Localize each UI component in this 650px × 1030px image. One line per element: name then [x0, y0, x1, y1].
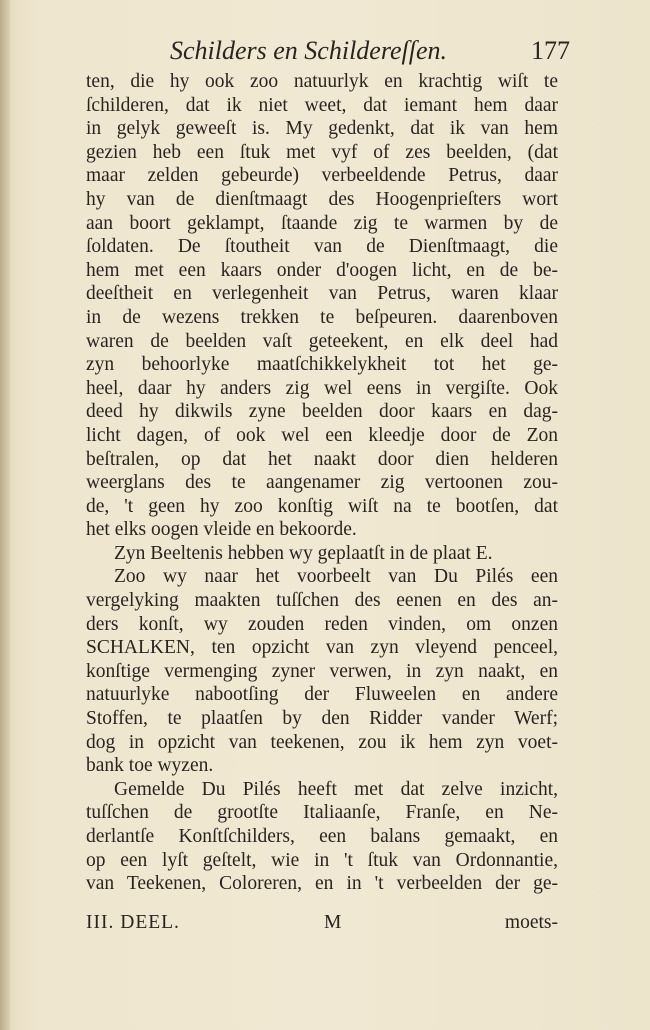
- text-line: het elks oogen vleide en bekoorde.: [86, 519, 357, 541]
- text-line: dog in opzicht van teekenen, zou ik hem zyn voet-: [86, 731, 558, 753]
- text-line: tuſſchen de grootſte Italiaanſe, Franſe, en Ne-: [86, 802, 558, 824]
- text-line: ders konſt, wy zouden reden vinden, om onzen: [86, 613, 558, 635]
- text-line: hem met een kaars onder d'oogen licht, en de be-: [86, 259, 558, 281]
- text-line: gezien heb een ſtuk met vyf of zes beelden, (dat: [86, 141, 558, 163]
- text-line: beſtralen, op dat het naakt door dien helderen: [86, 448, 558, 470]
- text-line: natuurlyke nabootſing der Fluweelen en andere: [86, 684, 558, 706]
- text-line: op een lyſt geſtelt, wie in 't ſtuk van Ordonnantie,: [86, 849, 558, 871]
- text-line: maar zelden gebeurde) verbeeldende Petrus, daar: [86, 165, 558, 187]
- text-line: aan boort geklampt, ſtaande zig te warmen by de: [86, 212, 558, 234]
- text-line: deed hy dikwils zyne beelden door kaars en dag-: [86, 401, 558, 423]
- text-line: heel, daar hy anders zig wel eens in vergiſte. Ook: [86, 377, 558, 399]
- text-line: vergelyking maakten tuſſchen des eenen en des an-: [86, 590, 558, 612]
- text-line: ſoldaten. De ſtoutheit van de Dienſtmaagt, die: [86, 236, 558, 258]
- text-line: in gelyk geweeſt is. My gedenkt, dat ik van hem: [86, 118, 558, 140]
- text-line: ten, die hy ook zoo natuurlyk en krachtig wiſt te: [86, 71, 558, 92]
- text-line: SCHALKEN, ten opzicht van zyn vleyend penceel,: [86, 637, 558, 659]
- paragraph-line: Gemelde Du Pilés heeft met dat zelve inzicht,: [114, 778, 558, 800]
- text-line: van Teekenen, Coloreren, en in 't verbeelden der ge-: [86, 873, 558, 895]
- text-line: Stoffen, te plaatſen by den Ridder vander Werf;: [86, 708, 558, 730]
- page-footer: [86, 912, 558, 938]
- paragraph-line: Zyn Beeltenis hebben wy geplaatſt in de plaat E.: [114, 542, 493, 564]
- body-text: [86, 70, 558, 896]
- text-line: hy van de dienſtmaagt des Hoogenprieſters wort: [86, 188, 558, 210]
- text-line: deeſtheit en verlegenheit van Petrus, waren klaar: [86, 283, 558, 305]
- running-title: Schilders en Schildereſſen.: [170, 36, 448, 65]
- text-line: zyn behoorlyke maatſchikkelykheit tot het ge-: [86, 354, 558, 376]
- text-line: licht dagen, of ook wel een kleedje door de Zon: [86, 424, 558, 446]
- page-number: 177: [531, 36, 570, 65]
- text-line: bank toe wyzen.: [86, 755, 214, 777]
- text-line: in de wezens trekken te beſpeuren. daarenboven: [86, 306, 558, 328]
- signature-mark: M: [324, 912, 342, 933]
- text-line: konſtige vermenging zyner verwen, in zyn naakt, en: [86, 660, 558, 682]
- signature-line: III. DEEL.: [86, 912, 180, 933]
- text-line: waren de beelden vaſt geteekent, en elk deel had: [86, 330, 558, 352]
- text-line: ſchilderen, dat ik niet weet, dat iemant hem daar: [86, 94, 558, 116]
- text-line: weerglans des te aangenamer zig vertoonen zou-: [86, 472, 558, 494]
- page-header: [170, 34, 570, 70]
- page-gutter: [0, 0, 10, 1030]
- text-line: derlantſe Konſtſchilders, een balans gemaakt, en: [86, 826, 558, 847]
- text-line: de, 't geen hy zoo konſtig wiſt na te bootſen, dat: [86, 495, 558, 517]
- paragraph-line: Zoo wy naar het voorbeelt van Du Pilés een: [114, 566, 558, 588]
- catchword: moets-: [504, 912, 558, 933]
